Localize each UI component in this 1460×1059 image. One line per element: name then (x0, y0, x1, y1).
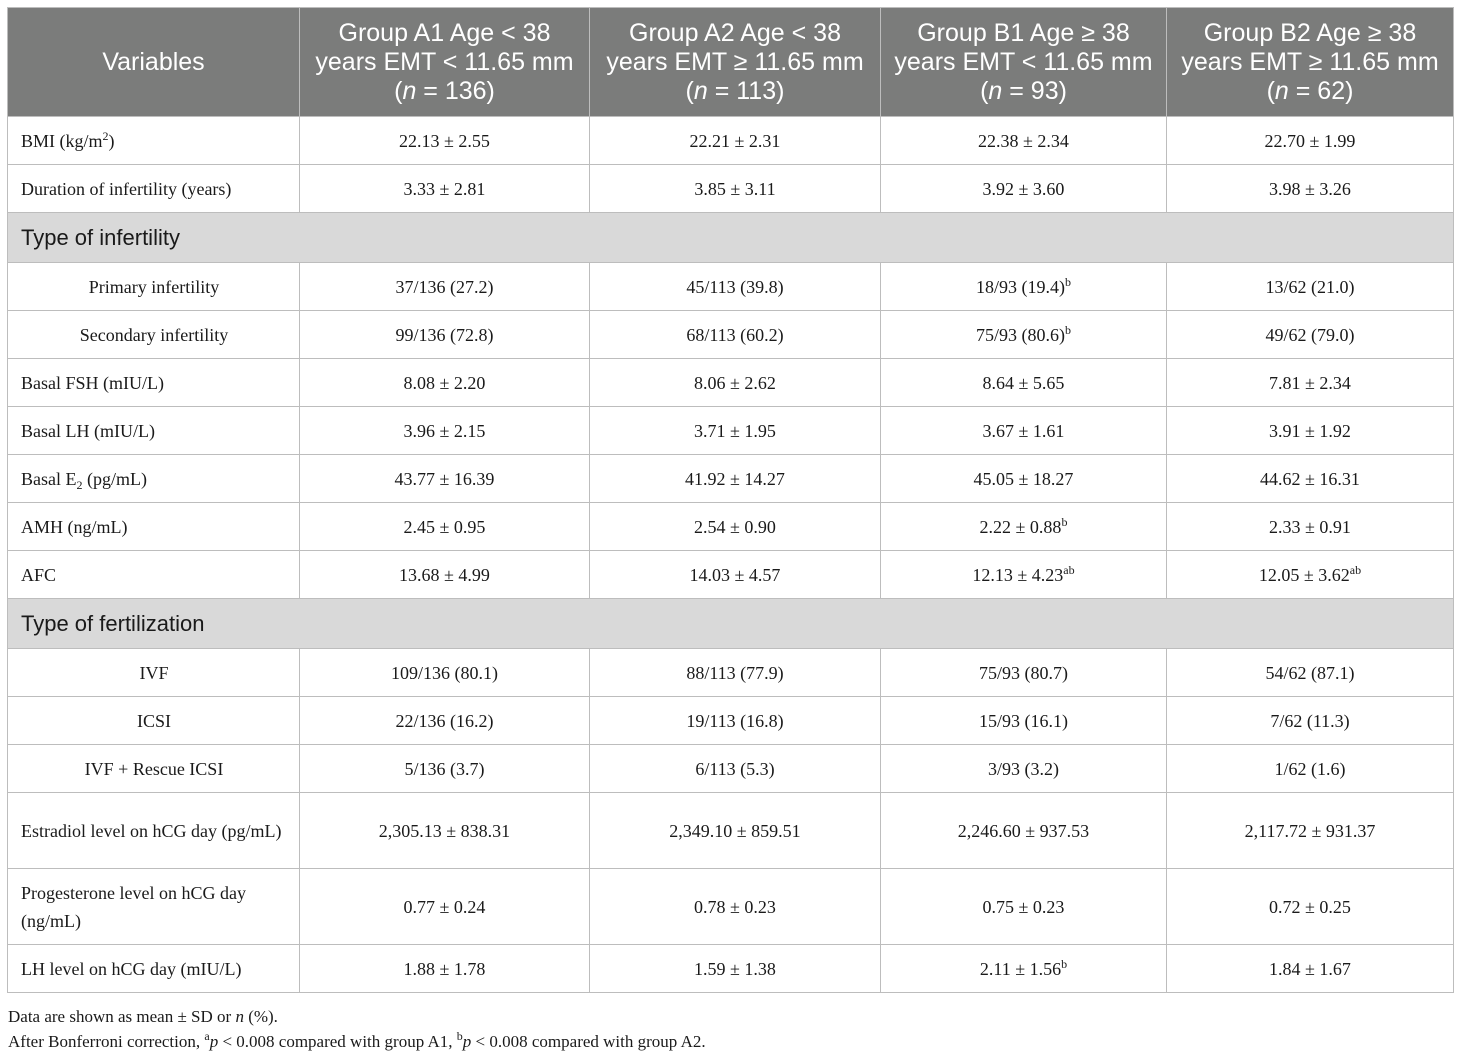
bmi-label-post: ) (108, 130, 115, 151)
significance-marker: ab (1063, 562, 1075, 577)
cell-b2: 1.84 ± 1.67 (1167, 945, 1454, 993)
cell-b1: 3.67 ± 1.61 (881, 407, 1167, 455)
header-group-b2-text: Group B2 Age (1203, 18, 1368, 47)
cell-b1: 8.64 ± 5.65 (881, 359, 1167, 407)
cell-b2: 22.70 ± 1.99 (1167, 117, 1454, 165)
cell-b1: 75/93 (80.7) (881, 649, 1167, 697)
header-group-b1-ge: ≥ (1081, 18, 1095, 47)
footnote-2-post: < 0.008 compared with group A2. (471, 1032, 706, 1051)
cell-b2: 3.98 ± 3.26 (1167, 165, 1454, 213)
row-label (8, 117, 300, 165)
cell-b1: 2,246.60 ± 937.53 (881, 793, 1167, 869)
table-row-rescue-icsi (8, 745, 1454, 793)
cell-b1 (881, 263, 1167, 311)
table-row-lh-hcg (8, 945, 1454, 993)
cell-a1: 1.88 ± 1.78 (300, 945, 590, 993)
cell-a1: 2.45 ± 0.95 (300, 503, 590, 551)
cell-b1: 3.92 ± 3.60 (881, 165, 1167, 213)
section-heading: Type of infertility (8, 213, 1454, 263)
row-label: Duration of infertility (years) (8, 165, 300, 213)
row-label: Progesterone level on hCG day (ng/mL) (8, 869, 300, 945)
table-row-lh (8, 407, 1454, 455)
cell-b1: 15/93 (16.1) (881, 697, 1167, 745)
cell-a1: 37/136 (27.2) (300, 263, 590, 311)
row-label: IVF (8, 649, 300, 697)
cell-b1 (881, 551, 1167, 599)
table-row-primary (8, 263, 1454, 311)
table-header (8, 8, 1454, 117)
header-group-a2 (590, 8, 881, 117)
row-label: AMH (ng/mL) (8, 503, 300, 551)
header-group-b1-count: = 93) (1002, 76, 1067, 105)
cell-b2: 2.33 ± 0.91 (1167, 503, 1454, 551)
header-group-a2-mid: 11.65 mm ( (685, 47, 864, 105)
row-label: AFC (8, 551, 300, 599)
significance-marker: b (1065, 322, 1071, 337)
cell-b2: 2,117.72 ± 931.37 (1167, 793, 1454, 869)
header-group-a1-text: Group A1 Age < 38 years EMT < 11.65 mm ( (315, 18, 574, 105)
cell-a2: 19/113 (16.8) (590, 697, 881, 745)
cell-b1 (881, 503, 1167, 551)
footnote-2-sup-a: a (204, 1029, 210, 1043)
baseline-characteristics-table (7, 7, 1454, 993)
header-group-b2-ge: ≥ (1367, 18, 1382, 47)
table-row-duration (8, 165, 1454, 213)
cell-value: 12.05 ± 3.62 (1258, 564, 1350, 585)
header-group-a2-ge: ≥ (733, 47, 748, 76)
table-row-icsi (8, 697, 1454, 745)
row-label (8, 455, 300, 503)
cell-a1: 5/136 (3.7) (300, 745, 590, 793)
cell-a1: 3.33 ± 2.81 (300, 165, 590, 213)
row-label: Basal LH (mIU/L) (8, 407, 300, 455)
header-group-a1-count: = 136) (416, 76, 495, 105)
table-row-estradiol (8, 793, 1454, 869)
header-group-b1 (881, 8, 1167, 117)
header-group-a2-n: n (693, 76, 708, 105)
significance-marker: b (1065, 274, 1071, 289)
table-row-bmi (8, 117, 1454, 165)
header-group-b1-mid: 38 years EMT < 11.65 mm ( (894, 18, 1153, 105)
footnote-1-pre: Data are shown as mean ± SD or (8, 1007, 236, 1026)
header-group-b2-mid1: 38 years EMT (1181, 18, 1417, 76)
header-variables-text: Variables (102, 47, 205, 76)
cell-b2: 13/62 (21.0) (1167, 263, 1454, 311)
footnote-bonferroni (8, 1029, 1448, 1054)
footnote-2-pre: After Bonferroni correction, (8, 1032, 205, 1051)
header-group-b1-text: Group B1 Age (917, 18, 1082, 47)
header-group-a1-n: n (402, 76, 417, 105)
cell-b1 (881, 945, 1167, 993)
cell-a2: 22.21 ± 2.31 (590, 117, 881, 165)
table-row-e2 (8, 455, 1454, 503)
cell-a1: 8.08 ± 2.20 (300, 359, 590, 407)
cell-a2: 6/113 (5.3) (590, 745, 881, 793)
cell-b2: 54/62 (87.1) (1167, 649, 1454, 697)
cell-a2: 0.78 ± 0.23 (590, 869, 881, 945)
header-group-a1 (300, 8, 590, 117)
cell-b2: 7.81 ± 2.34 (1167, 359, 1454, 407)
row-label: LH level on hCG day (mIU/L) (8, 945, 300, 993)
row-label: Secondary infertility (8, 311, 300, 359)
footnote-2-p1: p (209, 1032, 219, 1051)
cell-a2: 41.92 ± 14.27 (590, 455, 881, 503)
table-row-ivf (8, 649, 1454, 697)
bmi-label-pre: BMI (kg/m (21, 130, 103, 151)
table-row-progesterone (8, 869, 1454, 945)
header-variables (8, 8, 300, 117)
cell-b2: 7/62 (11.3) (1167, 697, 1454, 745)
cell-b1: 3/93 (3.2) (881, 745, 1167, 793)
cell-a2: 2.54 ± 0.90 (590, 503, 881, 551)
cell-value: 2.22 ± 0.88 (979, 516, 1062, 537)
header-group-b2-ge2: ≥ (1308, 47, 1323, 76)
cell-a1: 109/136 (80.1) (300, 649, 590, 697)
section-row-type-of-fertilization (8, 599, 1454, 649)
cell-a2: 2,349.10 ± 859.51 (590, 793, 881, 869)
cell-b1: 45.05 ± 18.27 (881, 455, 1167, 503)
cell-a1: 13.68 ± 4.99 (300, 551, 590, 599)
cell-b2: 0.72 ± 0.25 (1167, 869, 1454, 945)
table-body (8, 117, 1454, 993)
cell-a2: 3.85 ± 3.11 (590, 165, 881, 213)
cell-value: 75/93 (80.6) (976, 324, 1065, 345)
cell-b1: 22.38 ± 2.34 (881, 117, 1167, 165)
header-group-b2-mid2: 11.65 mm ( (1266, 47, 1439, 105)
section-row-type-of-infertility (8, 213, 1454, 263)
cell-a1: 43.77 ± 16.39 (300, 455, 590, 503)
row-label: ICSI (8, 697, 300, 745)
cell-b1: 0.75 ± 0.23 (881, 869, 1167, 945)
row-label: Estradiol level on hCG day (pg/mL) (8, 793, 300, 869)
footnote-data-format (8, 1004, 1448, 1029)
bmi-label-sup: 2 (102, 128, 109, 143)
cell-b2: 1/62 (1.6) (1167, 745, 1454, 793)
header-row (8, 8, 1454, 117)
cell-a2: 88/113 (77.9) (590, 649, 881, 697)
cell-b1 (881, 311, 1167, 359)
table-row-amh (8, 503, 1454, 551)
significance-marker: b (1061, 956, 1068, 971)
cell-b2: 3.91 ± 1.92 (1167, 407, 1454, 455)
cell-b2: 44.62 ± 16.31 (1167, 455, 1454, 503)
footnote-2-mid: < 0.008 compared with group A1, (218, 1032, 457, 1051)
e2-label-pre: Basal E (21, 468, 77, 489)
cell-a1: 22.13 ± 2.55 (300, 117, 590, 165)
cell-a1: 2,305.13 ± 838.31 (300, 793, 590, 869)
header-group-a2-text: Group A2 Age < 38 years EMT (606, 18, 841, 76)
header-group-b2-count: = 62) (1288, 76, 1354, 105)
footnote-2-p2: p (462, 1032, 472, 1051)
table-row-secondary (8, 311, 1454, 359)
cell-a2: 1.59 ± 1.38 (590, 945, 881, 993)
cell-b2 (1167, 551, 1454, 599)
header-group-b2-n: n (1274, 76, 1289, 105)
cell-b2: 49/62 (79.0) (1167, 311, 1454, 359)
cell-a1: 0.77 ± 0.24 (300, 869, 590, 945)
significance-marker: b (1061, 514, 1068, 529)
footnote-1-n: n (235, 1007, 244, 1026)
cell-a1: 22/136 (16.2) (300, 697, 590, 745)
footnote-1-post: (%). (243, 1007, 278, 1026)
e2-label-sub: 2 (76, 477, 83, 492)
cell-a2: 45/113 (39.8) (590, 263, 881, 311)
cell-a2: 3.71 ± 1.95 (590, 407, 881, 455)
cell-value: 18/93 (19.4) (976, 276, 1065, 297)
section-heading: Type of fertilization (8, 599, 1454, 649)
table-footnotes (8, 1004, 1448, 1054)
cell-a1: 99/136 (72.8) (300, 311, 590, 359)
cell-a2: 8.06 ± 2.62 (590, 359, 881, 407)
cell-a2: 14.03 ± 4.57 (590, 551, 881, 599)
cell-value: 12.13 ± 4.23 (972, 564, 1064, 585)
cell-value: 2.11 ± 1.56 (979, 958, 1062, 979)
e2-label-post: (pg/mL) (82, 468, 147, 489)
header-group-b2 (1167, 8, 1454, 117)
cell-a1: 3.96 ± 2.15 (300, 407, 590, 455)
header-group-a2-count: = 113) (707, 76, 785, 105)
row-label: Primary infertility (8, 263, 300, 311)
significance-marker: ab (1349, 562, 1362, 577)
header-group-b1-n: n (988, 76, 1003, 105)
footnote-2-sup-b: b (456, 1029, 463, 1043)
table-row-afc (8, 551, 1454, 599)
row-label: IVF + Rescue ICSI (8, 745, 300, 793)
cell-a2: 68/113 (60.2) (590, 311, 881, 359)
row-label: Basal FSH (mIU/L) (8, 359, 300, 407)
table-row-fsh (8, 359, 1454, 407)
